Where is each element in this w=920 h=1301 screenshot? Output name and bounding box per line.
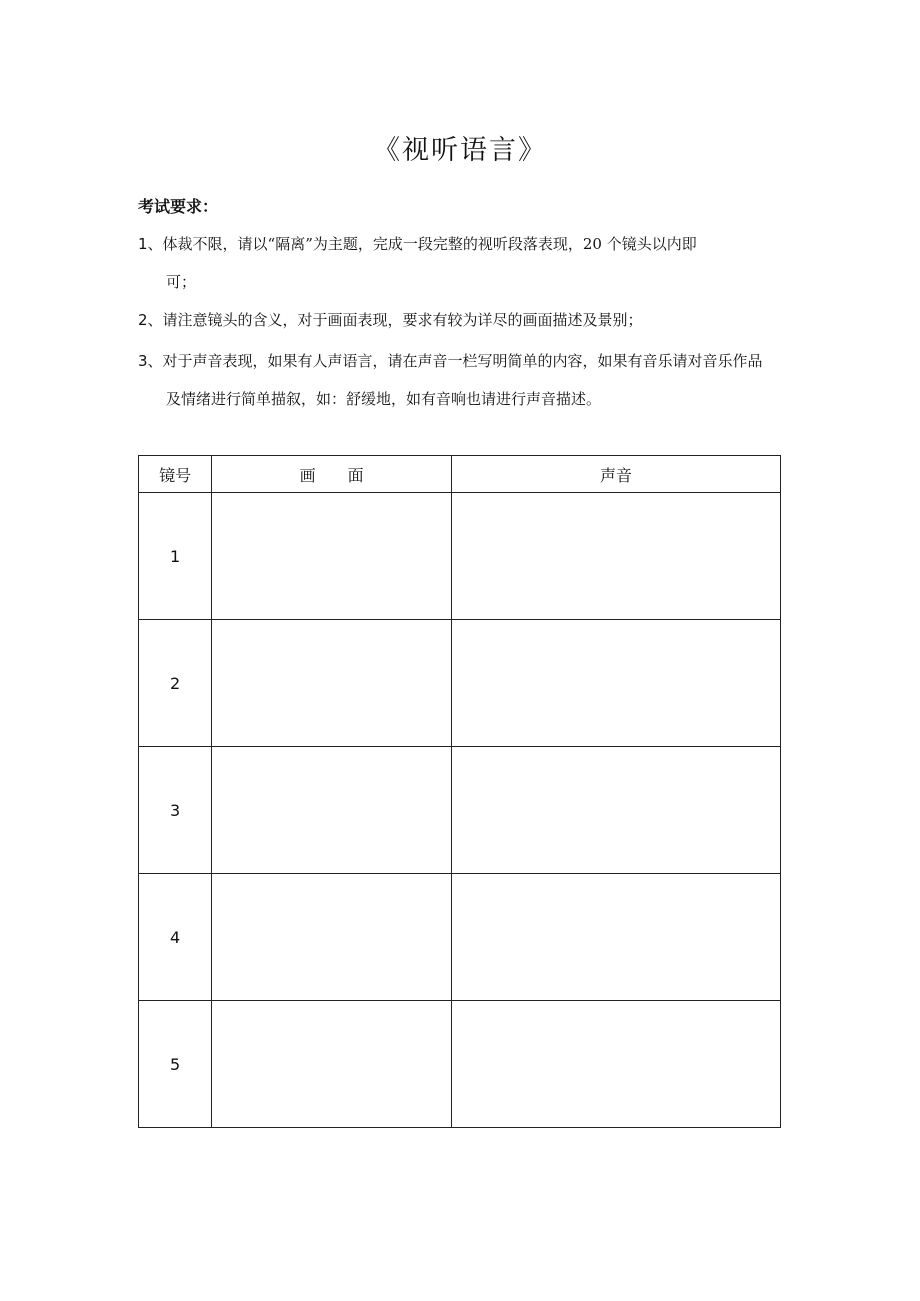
table-row (139, 874, 781, 1001)
table-header-row (139, 456, 781, 493)
picture-cell[interactable] (212, 620, 452, 747)
storyboard-table (138, 455, 781, 1128)
shot-number-cell: 4 (139, 874, 212, 1001)
table-row (139, 747, 781, 874)
requirement-number: 2、 (138, 311, 163, 329)
requirement-text: 请注意镜头的含义，对于画面表现，要求有较为详尽的画面描述及景别； (162, 311, 643, 329)
picture-cell[interactable] (212, 874, 452, 1001)
sound-cell[interactable] (451, 493, 780, 620)
requirement-item-2 (138, 301, 788, 339)
shot-number-cell: 1 (139, 493, 212, 620)
requirement-text: 体裁不限，请以“隔离”为主题，完成一段完整的视听段落表现，20 个镜头以内即 (162, 235, 697, 253)
requirement-number: 1、 (138, 235, 163, 253)
sound-cell[interactable] (451, 874, 780, 1001)
header-picture: 画 面 (212, 456, 452, 493)
picture-cell[interactable] (212, 1001, 452, 1128)
picture-cell[interactable] (212, 493, 452, 620)
table-row (139, 1001, 781, 1128)
shot-number-cell: 2 (139, 620, 212, 747)
sound-cell[interactable] (451, 747, 780, 874)
shot-number-cell: 3 (139, 747, 212, 874)
requirement-text: 对于声音表现，如果有人声语言，请在声音一栏写明简单的内容，如果有音乐请对音乐作品 (162, 352, 763, 370)
requirements-heading: 考试要求： (138, 197, 219, 216)
table-row (139, 493, 781, 620)
requirement-text-continued: 可； (166, 273, 197, 291)
requirement-number: 3、 (138, 352, 163, 370)
sound-cell[interactable] (451, 620, 780, 747)
header-sound: 声音 (451, 456, 780, 493)
shot-number-cell: 5 (139, 1001, 212, 1128)
requirement-item-1 (138, 225, 788, 301)
sound-cell[interactable] (451, 1001, 780, 1128)
document-title: 《视听语言》 (373, 135, 547, 166)
header-shot-number: 镜号 (139, 456, 212, 493)
table-row (139, 620, 781, 747)
requirement-item-3 (138, 342, 788, 418)
picture-cell[interactable] (212, 747, 452, 874)
requirement-text-continued: 及情绪进行简单描叙，如：舒缓地，如有音响也请进行声音描述。 (166, 390, 602, 408)
